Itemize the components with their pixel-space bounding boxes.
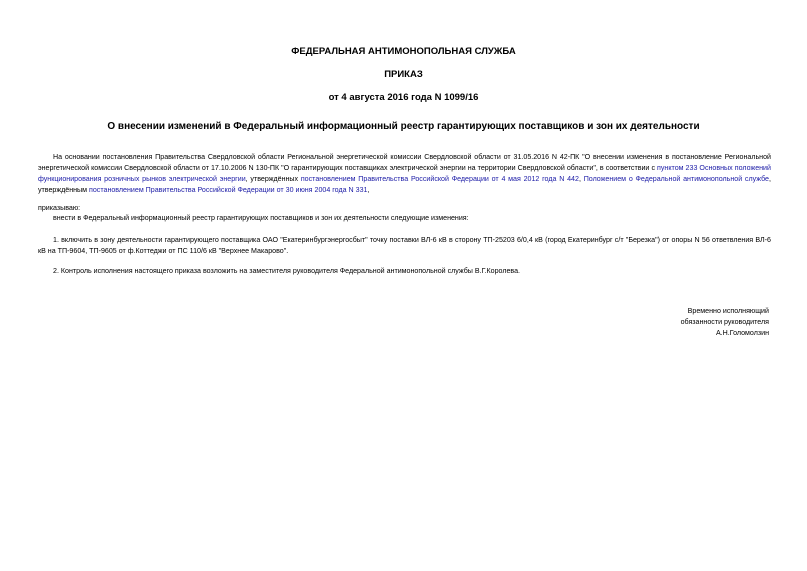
date-number-heading: от 4 августа 2016 года N 1099/16 (328, 92, 479, 103)
link-basic-provisions[interactable]: пунктом 233 Основных положений функционирования розничных рынков электрической энергии (38, 164, 771, 183)
signature-title-line-1: Временно исполняющий (687, 307, 769, 315)
preamble-text-4: , утверждённым (38, 175, 771, 194)
signature-title-line-2: обязанности руководителя (680, 318, 769, 326)
preamble-text-2: , утверждённых (245, 175, 301, 183)
preamble-paragraph (38, 152, 771, 196)
order-item-1: 1. включить в зону деятельности гарантирующего поставщика ОАО "Екатеринбургэнергосбыт" точку поставки ВЛ-6 кВ в сторону ТП-25203 6/0,4 кВ (город Екатеринбург с/т "Березка") от опоры N 56 ответвления ВЛ-6 кВ на ТП-9604, ТП-9605 от ф.Коттеджи от ПС 110/6 кВ "Верхнее Макарово". (38, 236, 771, 255)
order-intro: внести в Федеральный информационный реестр гарантирующих поставщиков и зон их деятельности следующие изменения: (53, 214, 469, 222)
agency-heading: ФЕДЕРАЛЬНАЯ АНТИМОНОПОЛЬНАЯ СЛУЖБА (291, 46, 516, 57)
signature-name: А.Н.Голомолзин (715, 329, 769, 337)
preamble-text-3: , (578, 175, 584, 183)
preamble-text-5: , (367, 186, 370, 194)
document-type-heading: ПРИКАЗ (384, 69, 423, 80)
order-word: приказываю: (38, 204, 81, 212)
link-fas-regulation[interactable]: Положением о Федеральной антимонопольной службе (583, 175, 769, 183)
link-government-decree-442[interactable]: постановлением Правительства Российской Федерации от 4 мая 2012 года N 442 (300, 175, 579, 183)
order-item-2: 2. Контроль исполнения настоящего приказа возложить на заместителя руководителя Федеральной антимонопольной службы В.Г.Королева. (53, 267, 521, 275)
document-title: О внесении изменений в Федеральный информационный реестр гарантирующих поставщиков и зон их деятельности (107, 121, 700, 132)
preamble-text-1: На основании постановления Правительства Свердловской области Региональной энергетической комиссии Свердловской области от 31.05.2016 N 42-ПК "О внесении изменения в постановление Региональной энергетической комиссии Свердловской области от 17.10.2006 N 130-ПК "О гарантирующих поставщиках электрической энергии на территории Свердловской области", в соответствии с (38, 153, 771, 172)
link-government-decree-331[interactable]: постановлением Правительства Российской Федерации от 30 июня 2004 года N 331 (89, 186, 368, 194)
